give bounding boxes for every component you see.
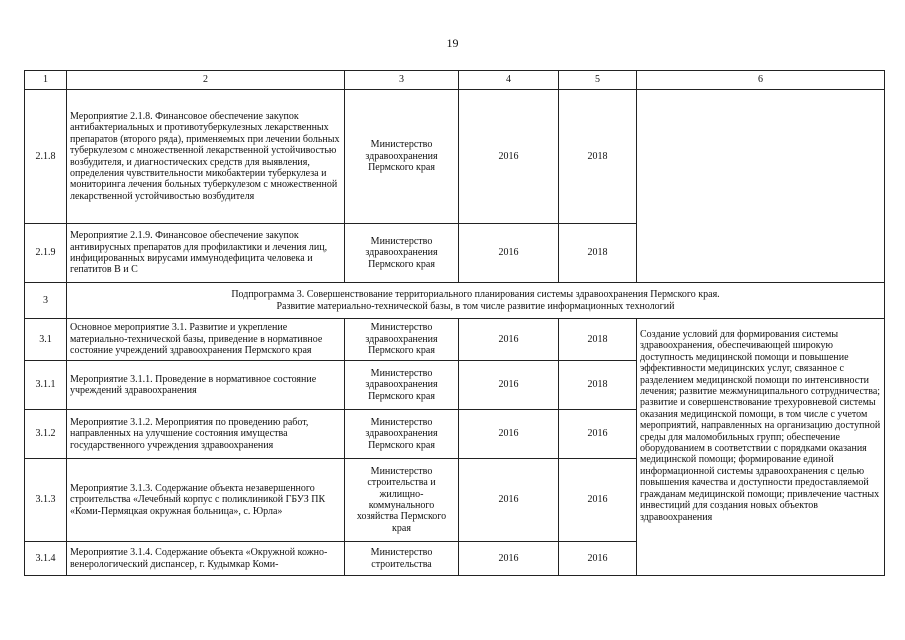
- subprogram-row: [25, 283, 885, 319]
- executor: Министерство здравоохранения Пермского края: [345, 319, 459, 361]
- start-year: 2016: [459, 410, 559, 459]
- row-number: 3.1.1: [25, 361, 67, 410]
- table-header-row: [25, 71, 885, 90]
- measure-name: Мероприятие 3.1.2. Мероприятия по проведению работ, направленных на улучшение состояния имущества государственного учреждения здравоохранения: [67, 410, 345, 459]
- measure-name: Мероприятие 2.1.8. Финансовое обеспечение закупок антибактериальных и противотуберкулезных лекарственных препаратов (второго ряда), применяемых при лечении больных туберкулезом с множественной лекарственной устойчивостью возбудителя, и диагностических средств для выявления, определения чувствительности микобактерии туберкулеза и мониторинга лечения больных туберкулезом с множественной лекарственной устойчивостью возбудителя: [67, 90, 345, 224]
- measure-name: Мероприятие 3.1.1. Проведение в нормативное состояние учреждений здравоохранения: [67, 361, 345, 410]
- measure-name: Мероприятие 3.1.4. Содержание объекта «Окружной кожно-венерологический диспансер, г. Кудымкар Коми-: [67, 542, 345, 576]
- result-cell-empty: [637, 90, 885, 283]
- start-year: 2016: [459, 90, 559, 224]
- end-year: 2018: [559, 361, 637, 410]
- subprogram-title-line1: Подпрограмма 3. Совершенствование территориального планирования системы здравоохранения Пермского края.: [231, 289, 720, 301]
- column-header: 5: [559, 71, 637, 90]
- end-year: 2018: [559, 90, 637, 224]
- column-header: 3: [345, 71, 459, 90]
- program-table: [24, 70, 885, 576]
- row-number: 3.1: [25, 319, 67, 361]
- table-row: [25, 319, 885, 361]
- measure-name: Основное мероприятие 3.1. Развитие и укрепление материально-технической базы, приведение в нормативное состояние учреждений здравоохранения Пермского края: [67, 319, 345, 361]
- column-header: 6: [637, 71, 885, 90]
- column-header: 2: [67, 71, 345, 90]
- row-number: 2.1.9: [25, 224, 67, 283]
- row-number: 3.1.3: [25, 459, 67, 542]
- start-year: 2016: [459, 542, 559, 576]
- executor: Министерство строительства: [345, 542, 459, 576]
- subprogram-title-line2: Развитие материально-технической базы, в том числе развитие информационных технологий: [276, 300, 675, 312]
- start-year: 2016: [459, 224, 559, 283]
- row-number: 3: [25, 283, 67, 319]
- executor: Министерство здравоохранения Пермского края: [345, 361, 459, 410]
- start-year: 2016: [459, 319, 559, 361]
- row-number: 3.1.2: [25, 410, 67, 459]
- measure-name: Мероприятие 2.1.9. Финансовое обеспечение закупок антивирусных препаратов для профилактики и лечения лиц, инфицированных вирусами иммунодефицита человека и гепатитов В и С: [67, 224, 345, 283]
- column-header: 4: [459, 71, 559, 90]
- start-year: 2016: [459, 361, 559, 410]
- table-row: [25, 90, 885, 224]
- executor: Министерство здравоохранения Пермского края: [345, 410, 459, 459]
- executor: Министерство строительства и жилищно-коммунального хозяйства Пермского края: [345, 459, 459, 542]
- row-number: 2.1.8: [25, 90, 67, 224]
- end-year: 2016: [559, 410, 637, 459]
- subprogram-title: [67, 283, 885, 319]
- end-year: 2018: [559, 319, 637, 361]
- executor: Министерство здравоохранения Пермского края: [345, 224, 459, 283]
- expected-result: Создание условий для формирования системы здравоохранения, обеспечивающей широкую доступность медицинской помощи и повышение эффективности медицинских услуг, связанное с разделением медицинской помощи по интенсивности лечения; развитие межмуниципального сотрудничества; развитие и совершенствование трехуровневой системы оказания медицинской помощи, в том числе с учетом мероприятий, направленных на организацию доступной среды для маломобильных групп; обеспечение оборудованием в соответствии с порядками оказания медицинской помощи; формирование единой информационной системы здравоохранения с целью повышения качества и доступности предоставляемой гражданам медицинской помощи; привлечение частных инвестиций для создания новых объектов здравоохранения: [637, 319, 885, 576]
- end-year: 2016: [559, 542, 637, 576]
- page-number: 19: [446, 36, 459, 50]
- column-header: 1: [25, 71, 67, 90]
- measure-name: Мероприятие 3.1.3. Содержание объекта незавершенного строительства «Лечебный корпус с поликлиникой ГБУЗ ПК «Коми-Пермяцкая окружная больница», с. Юрла»: [67, 459, 345, 542]
- start-year: 2016: [459, 459, 559, 542]
- end-year: 2018: [559, 224, 637, 283]
- executor: Министерство здравоохранения Пермского края: [345, 90, 459, 224]
- end-year: 2016: [559, 459, 637, 542]
- row-number: 3.1.4: [25, 542, 67, 576]
